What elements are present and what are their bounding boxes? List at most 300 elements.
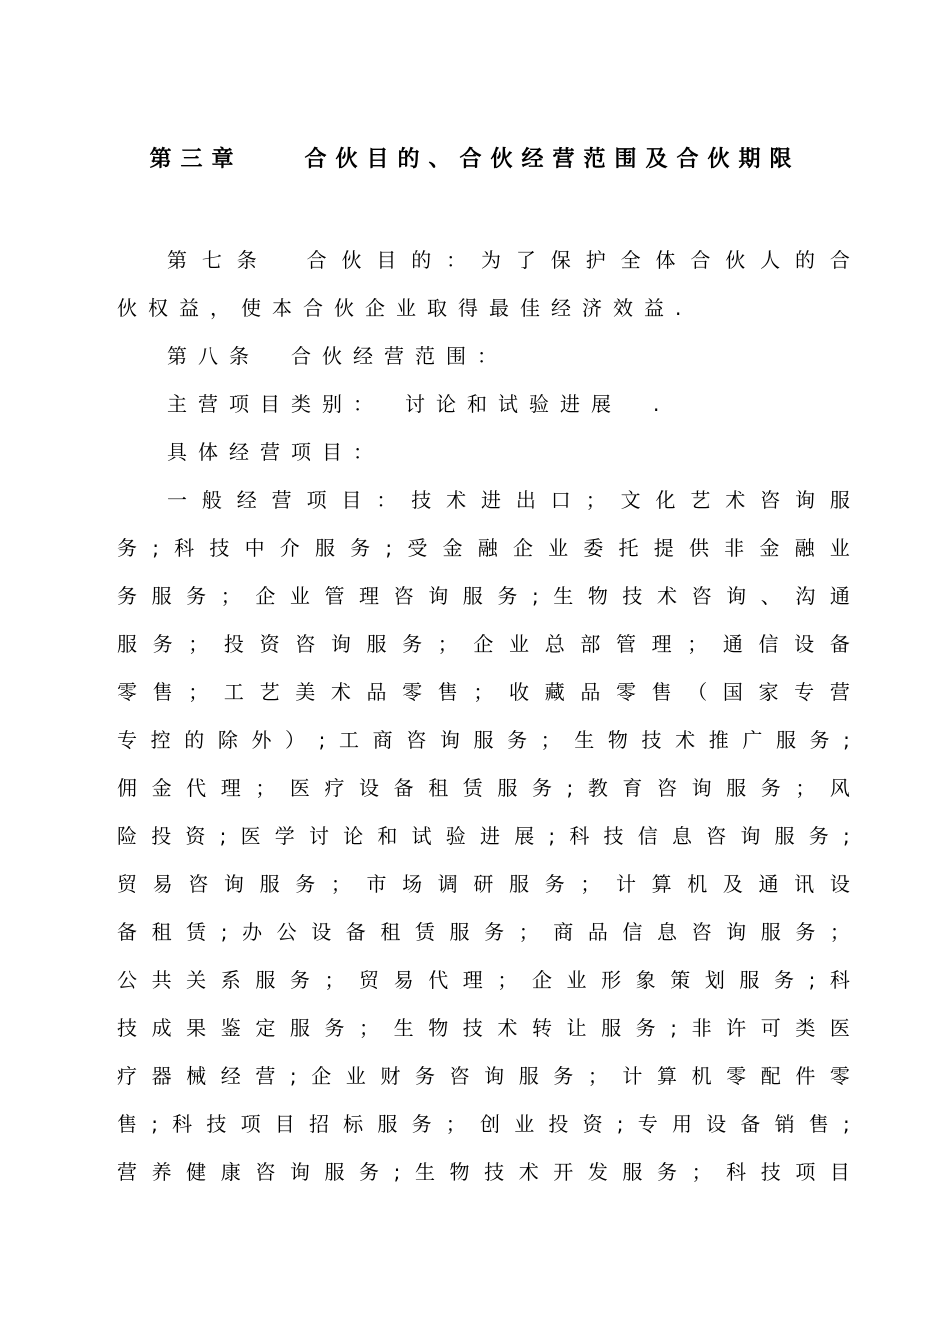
glyph: 服 <box>774 824 795 848</box>
glyph: 服 <box>497 776 518 800</box>
glyph: 专 <box>637 1112 658 1136</box>
glyph: 中 <box>244 536 265 560</box>
glyph: 人 <box>760 248 781 272</box>
glyph: 生 <box>553 584 574 608</box>
glyph: 护 <box>585 248 606 272</box>
glyph: 务 <box>117 584 137 608</box>
glyph: 物 <box>587 584 608 608</box>
glyph: 专 <box>794 680 815 704</box>
glyph: 公 <box>117 968 137 992</box>
main-business-category: 主营项目类别： 讨论和试验进展 . <box>167 392 671 416</box>
glyph: 易 <box>152 872 173 896</box>
glyph: 零 <box>402 680 423 704</box>
glyph: 目 <box>274 1112 295 1136</box>
glyph: 务 <box>186 584 207 608</box>
glyph: 务 <box>295 872 316 896</box>
glyph: 技 <box>411 488 432 512</box>
glyph: 服 <box>259 872 280 896</box>
glyph: 服 <box>289 1016 310 1040</box>
glyph: 调 <box>437 872 458 896</box>
glyph: 务 <box>117 536 137 560</box>
glyph: 技 <box>117 1016 137 1040</box>
glyph: 咨 <box>657 776 677 800</box>
general-business-line-1 <box>117 476 850 524</box>
glyph: 术 <box>657 584 677 608</box>
glyph: 算 <box>651 872 672 896</box>
glyph: 机 <box>687 872 708 896</box>
glyph: 设 <box>829 872 850 896</box>
glyph: 健 <box>186 1160 207 1184</box>
glyph: 项 <box>795 1160 816 1184</box>
glyph: 理 <box>359 584 380 608</box>
glyph: ； <box>497 968 518 992</box>
glyph: 零 <box>829 1064 850 1088</box>
glyph: 伙 <box>725 248 746 272</box>
glyph: 通 <box>829 584 850 608</box>
glyph: ; <box>289 1064 297 1088</box>
glyph: ; <box>566 776 574 800</box>
chapter-title: 第三章 合伙目的、合伙经营范围及合伙期限 <box>149 147 801 172</box>
glyph: 务 <box>414 1064 435 1088</box>
glyph: 咨 <box>449 1064 470 1088</box>
general-business-line-13 <box>117 1052 850 1100</box>
glyph: 租 <box>428 776 449 800</box>
glyph: 企 <box>311 1064 332 1088</box>
glyph: 投 <box>151 824 172 848</box>
glyph: ; <box>548 824 556 848</box>
glyph: 金 <box>442 536 463 560</box>
glyph: 、 <box>760 584 781 608</box>
glyph: 控 <box>150 728 171 752</box>
glyph: 全 <box>620 248 641 272</box>
glyph: 售 <box>651 680 672 704</box>
glyph: 务 <box>553 1064 574 1088</box>
glyph: 推 <box>708 728 729 752</box>
glyph: 一 <box>167 488 187 512</box>
glyph: 服 <box>449 920 470 944</box>
glyph: ; <box>616 1112 624 1136</box>
glyph: 件 <box>795 1064 816 1088</box>
glyph: 备 <box>829 632 850 656</box>
glyph: 项 <box>240 1112 261 1136</box>
glyph: 出 <box>515 488 536 512</box>
glyph: 融 <box>794 536 815 560</box>
glyph: 合 <box>306 248 327 272</box>
glyph: 伙 <box>341 248 362 272</box>
glyph: 企 <box>531 968 552 992</box>
glyph: 化 <box>655 488 676 512</box>
glyph: 七 <box>201 248 222 272</box>
glyph: 资 <box>582 1112 603 1136</box>
glyph: ； <box>437 632 458 656</box>
general-business-line-6 <box>117 716 850 764</box>
glyph: 工 <box>339 728 360 752</box>
glyph: 科 <box>174 536 195 560</box>
glyph: 条 <box>236 248 257 272</box>
glyph: （ <box>687 680 708 704</box>
glyph: 术 <box>725 488 746 512</box>
glyph: ； <box>795 776 816 800</box>
glyph: 疗 <box>117 1064 137 1088</box>
general-business-line-10 <box>117 908 850 956</box>
glyph: 研 <box>473 872 494 896</box>
glyph: 务 <box>350 536 371 560</box>
glyph: 艺 <box>259 680 280 704</box>
glyph: 委 <box>583 536 604 560</box>
glyph: 术 <box>497 1016 518 1040</box>
glyph: 美 <box>295 680 316 704</box>
glyph: 险 <box>117 824 137 848</box>
glyph: 学 <box>274 824 295 848</box>
general-business-line-7 <box>117 764 850 812</box>
glyph: 术 <box>518 1160 539 1184</box>
glyph: 技 <box>206 1112 227 1136</box>
glyph: 金 <box>759 536 780 560</box>
glyph: ; <box>808 968 816 992</box>
glyph: ； <box>188 632 209 656</box>
glyph: ； <box>687 632 708 656</box>
general-business-line-15 <box>117 1148 850 1196</box>
general-business-line-8 <box>117 812 850 860</box>
specific-business-heading: 具体经营项目： <box>167 440 384 464</box>
glyph: ； <box>188 680 209 704</box>
glyph: 信 <box>622 920 643 944</box>
glyph: 医 <box>289 776 310 800</box>
glyph: ； <box>324 968 345 992</box>
glyph: 服 <box>462 584 483 608</box>
glyph: 成 <box>151 1016 172 1040</box>
glyph: 展 <box>514 824 535 848</box>
glyph <box>272 236 292 284</box>
glyph: 技 <box>603 824 624 848</box>
glyph: 务 <box>773 968 794 992</box>
glyph: 佣 <box>117 776 137 800</box>
glyph: 品 <box>580 680 601 704</box>
glyph: 备 <box>345 920 366 944</box>
glyph: 咨 <box>406 728 427 752</box>
glyph: 计 <box>622 1064 643 1088</box>
glyph: 务 <box>484 920 505 944</box>
glyph: 用 <box>671 1112 692 1136</box>
glyph: 项 <box>306 488 327 512</box>
glyph: 务 <box>152 632 173 656</box>
glyph: 外 <box>251 728 272 752</box>
glyph: 融 <box>477 536 498 560</box>
glyph: 理 <box>220 776 241 800</box>
glyph: 服 <box>760 920 781 944</box>
glyph: 易 <box>393 968 414 992</box>
glyph: 询 <box>330 632 351 656</box>
glyph: 咨 <box>255 1160 276 1184</box>
glyph: 赁 <box>186 920 207 944</box>
glyph: 论 <box>343 824 364 848</box>
glyph: 业 <box>345 1064 366 1088</box>
glyph: 商 <box>372 728 393 752</box>
glyph: ； <box>587 1064 608 1088</box>
glyph: 体 <box>655 248 676 272</box>
glyph: 服 <box>377 1112 398 1136</box>
general-business-line-2 <box>117 524 850 572</box>
glyph: 公 <box>276 920 297 944</box>
glyph: 部 <box>580 632 601 656</box>
glyph: 咨 <box>188 872 209 896</box>
glyph: 术 <box>446 488 467 512</box>
glyph: ; <box>670 1016 677 1040</box>
glyph: 营 <box>255 1064 276 1088</box>
glyph: 目 <box>341 488 362 512</box>
glyph: ; <box>152 536 159 560</box>
glyph: 营 <box>117 1160 137 1184</box>
glyph: 生 <box>414 1160 435 1184</box>
glyph: 合 <box>829 248 850 272</box>
glyph: ; <box>842 1112 850 1136</box>
glyph: 赁 <box>414 920 435 944</box>
glyph: 资 <box>185 824 206 848</box>
glyph: 除 <box>217 728 238 752</box>
glyph: 生 <box>393 1016 414 1040</box>
glyph: ； <box>255 776 276 800</box>
glyph: 信 <box>637 824 658 848</box>
glyph: 设 <box>706 1112 727 1136</box>
glyph: 服 <box>473 728 494 752</box>
general-business-line-9 <box>117 860 850 908</box>
glyph: 务 <box>402 632 423 656</box>
glyph: 合 <box>690 248 711 272</box>
glyph: 工 <box>223 680 244 704</box>
glyph: 务 <box>359 1160 380 1184</box>
glyph: 讨 <box>308 824 329 848</box>
glyph: 进 <box>479 824 500 848</box>
glyph: 零 <box>117 680 137 704</box>
glyph: 企 <box>473 632 494 656</box>
glyph: 般 <box>201 488 222 512</box>
glyph: 备 <box>393 776 414 800</box>
glyph: 非 <box>691 1016 712 1040</box>
glyph: 业 <box>514 1112 535 1136</box>
glyph: 藏 <box>544 680 565 704</box>
glyph: 收 <box>509 680 530 704</box>
glyph: 咨 <box>691 584 712 608</box>
glyph: 经 <box>220 1064 241 1088</box>
glyph: 售 <box>808 1112 829 1136</box>
glyph: 风 <box>829 776 850 800</box>
glyph: 业 <box>566 968 587 992</box>
glyph: 务 <box>635 1016 656 1040</box>
glyph: 创 <box>479 1112 500 1136</box>
glyph: 财 <box>380 1064 401 1088</box>
glyph: 提 <box>653 536 674 560</box>
glyph: ： <box>446 248 467 272</box>
glyph: ; <box>220 920 228 944</box>
glyph: 科 <box>172 1112 193 1136</box>
glyph: 投 <box>223 632 244 656</box>
glyph: 让 <box>566 1016 587 1040</box>
glyph: 商 <box>553 920 574 944</box>
glyph: ： <box>376 488 397 512</box>
glyph: 目 <box>376 248 397 272</box>
glyph: ； <box>691 1160 712 1184</box>
glyph: ； <box>580 872 601 896</box>
glyph: 务 <box>507 728 528 752</box>
glyph: 询 <box>289 1160 310 1184</box>
glyph: 及 <box>722 872 743 896</box>
glyph: 服 <box>324 1160 345 1184</box>
glyph: ） <box>285 728 306 752</box>
glyph: 技 <box>641 728 662 752</box>
glyph: 的 <box>411 248 432 272</box>
glyph: 询 <box>691 776 712 800</box>
glyph: 口 <box>550 488 571 512</box>
glyph: 生 <box>574 728 595 752</box>
glyph: 了 <box>515 248 536 272</box>
general-business-line-5 <box>117 668 850 716</box>
glyph: 试 <box>411 824 432 848</box>
glyph: 和 <box>377 824 398 848</box>
glyph: 系 <box>220 968 241 992</box>
glyph: 企 <box>512 536 533 560</box>
general-business-line-11 <box>117 956 850 1004</box>
glyph: 业 <box>289 584 310 608</box>
glyph: 第 <box>167 248 187 272</box>
general-business-line-4 <box>117 620 850 668</box>
glyph: 服 <box>117 632 137 656</box>
glyph: 疗 <box>324 776 345 800</box>
glyph: 询 <box>726 584 747 608</box>
glyph: 为 <box>481 248 502 272</box>
glyph: ; <box>393 1160 401 1184</box>
glyph: 务 <box>795 920 816 944</box>
glyph: 可 <box>760 1016 781 1040</box>
glyph: 贸 <box>117 872 137 896</box>
glyph: 讯 <box>794 872 815 896</box>
glyph: 贸 <box>359 968 380 992</box>
glyph: 技 <box>760 1160 781 1184</box>
glyph: 经 <box>236 488 257 512</box>
glyph: 共 <box>151 968 172 992</box>
glyph: 务 <box>760 776 781 800</box>
glyph: 询 <box>726 920 747 944</box>
glyph: 物 <box>607 728 628 752</box>
glyph: 文 <box>620 488 641 512</box>
glyph: 理 <box>462 968 483 992</box>
glyph: ; <box>318 728 326 752</box>
glyph: 售 <box>152 680 173 704</box>
glyph: 的 <box>795 248 816 272</box>
glyph: 养 <box>151 1160 172 1184</box>
glyph: 投 <box>548 1112 569 1136</box>
glyph: ； <box>540 728 561 752</box>
glyph: 保 <box>550 248 571 272</box>
glyph: 资 <box>259 632 280 656</box>
glyph: ； <box>518 920 539 944</box>
glyph: 售 <box>117 1112 137 1136</box>
glyph: 务 <box>657 1160 677 1184</box>
glyph: 务 <box>289 968 310 992</box>
glyph: 教 <box>587 776 608 800</box>
glyph: 务 <box>324 1016 345 1040</box>
glyph: 设 <box>359 776 380 800</box>
glyph: 发 <box>587 1160 608 1184</box>
glyph: 售 <box>437 680 458 704</box>
article-7-line-1 <box>117 236 850 284</box>
glyph: 招 <box>308 1112 329 1136</box>
glyph: 专 <box>117 728 137 752</box>
glyph: 艺 <box>690 488 711 512</box>
glyph: 关 <box>186 968 207 992</box>
glyph: 托 <box>618 536 639 560</box>
article-7-line-2: 伙权益，使本合伙企业取得最佳经济效益. <box>117 296 693 320</box>
glyph: 象 <box>635 968 656 992</box>
glyph: 零 <box>726 1064 747 1088</box>
glyph: 务 <box>809 728 830 752</box>
glyph: ； <box>829 920 850 944</box>
glyph: 国 <box>722 680 743 704</box>
glyph: 询 <box>439 728 460 752</box>
glyph: 市 <box>366 872 387 896</box>
glyph: 营 <box>829 680 850 704</box>
glyph: 管 <box>615 632 636 656</box>
glyph: 金 <box>151 776 172 800</box>
glyph: 咨 <box>691 920 712 944</box>
glyph: 标 <box>343 1112 364 1136</box>
glyph: 物 <box>449 1160 470 1184</box>
glyph: 技 <box>484 1160 505 1184</box>
glyph: ; <box>219 824 227 848</box>
glyph: 非 <box>724 536 745 560</box>
glyph: 办 <box>242 920 263 944</box>
glyph: 询 <box>740 824 761 848</box>
glyph: 术 <box>330 680 351 704</box>
glyph: 设 <box>311 920 332 944</box>
glyph: 转 <box>531 1016 552 1040</box>
glyph: ； <box>220 584 241 608</box>
glyph: 服 <box>518 1064 539 1088</box>
glyph: 配 <box>760 1064 781 1088</box>
glyph: 息 <box>657 920 677 944</box>
glyph: 业 <box>829 536 850 560</box>
glyph: 服 <box>726 776 747 800</box>
glyph: 服 <box>151 584 172 608</box>
glyph: 咨 <box>393 584 414 608</box>
glyph: 企 <box>255 584 276 608</box>
glyph: 务 <box>531 776 552 800</box>
glyph: ； <box>359 1016 380 1040</box>
glyph: 许 <box>726 1016 747 1040</box>
glyph: 械 <box>186 1064 207 1088</box>
glyph: 开 <box>553 1160 574 1184</box>
glyph: 通 <box>758 872 779 896</box>
glyph: 服 <box>775 728 796 752</box>
article-8-heading: 第八条 合伙经营范围： <box>167 344 508 368</box>
glyph: 零 <box>615 680 636 704</box>
glyph: 家 <box>758 680 779 704</box>
glyph: 咨 <box>295 632 316 656</box>
glyph: ； <box>445 1112 466 1136</box>
glyph: 技 <box>462 1016 483 1040</box>
glyph: 果 <box>186 1016 207 1040</box>
glyph: 鉴 <box>220 1016 241 1040</box>
glyph: ; <box>385 536 393 560</box>
general-business-line-14 <box>117 1100 850 1148</box>
glyph: 服 <box>255 968 276 992</box>
glyph: 科 <box>829 968 850 992</box>
glyph: ； <box>585 488 606 512</box>
glyph: 受 <box>407 536 428 560</box>
glyph: 育 <box>622 776 643 800</box>
glyph: 机 <box>691 1064 712 1088</box>
glyph: 服 <box>601 1016 622 1040</box>
glyph: 品 <box>587 920 608 944</box>
